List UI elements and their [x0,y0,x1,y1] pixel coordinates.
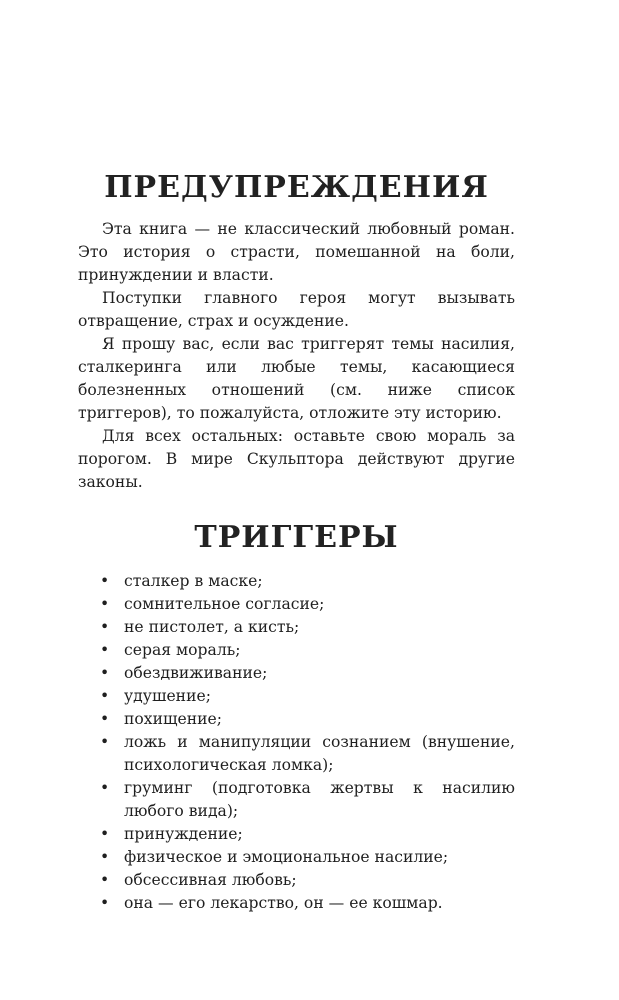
bullet-icon: • [100,733,110,751]
trigger-item [78,685,515,708]
trigger-text: принуждение; [124,825,243,843]
bullet-icon: • [100,618,110,636]
trigger-item [78,846,515,869]
trigger-item [78,731,515,777]
trigger-text: обсессивная любовь; [124,871,297,889]
bullet-icon: • [100,687,110,705]
bullet-icon: • [100,595,110,613]
trigger-item [78,823,515,846]
trigger-item [78,593,515,616]
trigger-item [78,869,515,892]
trigger-item [78,708,515,731]
warnings-paragraph: Поступки главного героя могут вызывать отвращение, страх и осуждение. [78,289,515,330]
trigger-text: обездвиживание; [124,664,268,682]
triggers-list [78,570,515,915]
trigger-item [78,892,515,915]
warnings-paragraph: Эта книга — не классический любовный роман. Это история о страсти, помешанной на боли, принуждении и власти. [78,220,515,284]
bullet-icon: • [100,825,110,843]
trigger-text: не пистолет, а кисть; [124,618,300,636]
warnings-paragraph: Я прошу вас, если вас триггерят темы насилия, сталкеринга или любые темы, касающиеся болезненных отношений (см. ниже список триггеров), то пожалуйста, отложите эту историю. [78,335,515,422]
trigger-item [78,639,515,662]
trigger-text: сомнительное согласие; [124,595,325,613]
bullet-icon: • [100,894,110,912]
trigger-item [78,570,515,593]
bullet-icon: • [100,871,110,889]
bullet-icon: • [100,572,110,590]
trigger-item [78,777,515,823]
trigger-text: она — его лекарство, он — ее кошмар. [124,894,443,912]
page-content [78,160,515,915]
bullet-icon: • [100,664,110,682]
trigger-text: физическое и эмоциональное насилие; [124,848,449,866]
trigger-item [78,616,515,639]
trigger-text: ложь и манипуляции сознанием (внушение, психологическая ломка); [124,733,515,774]
trigger-item [78,662,515,685]
bullet-icon: • [100,848,110,866]
bullet-icon: • [100,710,110,728]
trigger-text: похищение; [124,710,222,728]
bullet-icon: • [100,641,110,659]
trigger-text: удушение; [124,687,211,705]
trigger-text: серая мораль; [124,641,241,659]
trigger-text: сталкер в маске; [124,572,263,590]
warnings-paragraph: Для всех остальных: оставьте свою мораль за порогом. В мире Скульптора действуют другие законы. [78,427,515,491]
bullet-icon: • [100,779,110,797]
trigger-text: груминг (подготовка жертвы к насилию любого вида); [124,779,515,820]
triggers-heading: ТРИГГЕРЫ [194,520,399,555]
warnings-heading: ПРЕДУПРЕЖДЕНИЯ [104,170,489,205]
